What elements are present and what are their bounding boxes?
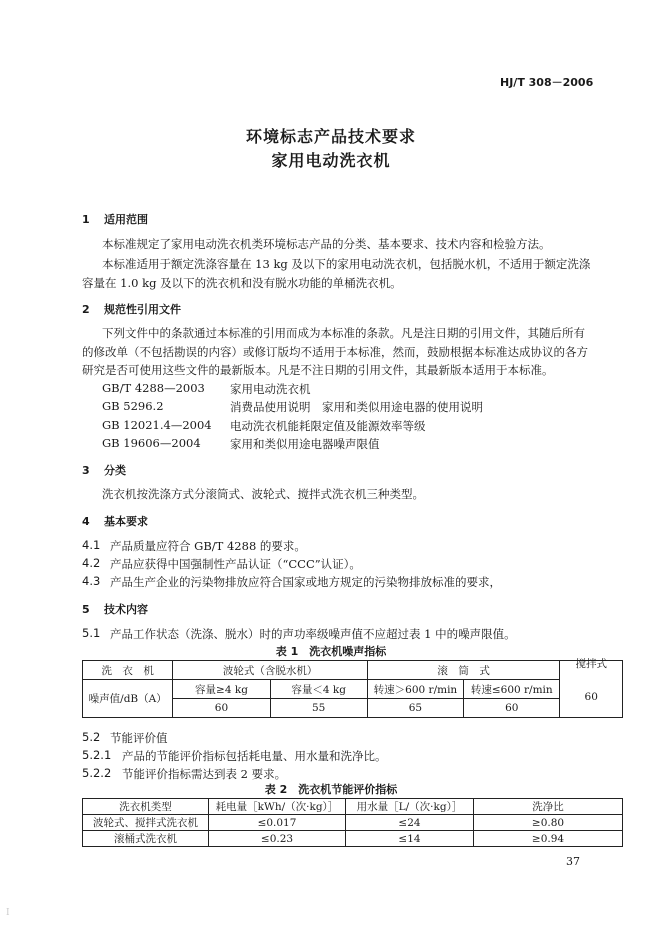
table-subheader: 转速≤600 r/min [464, 680, 560, 699]
table-cell: ≤14 [346, 831, 474, 847]
section-title: 适用范围 [104, 213, 148, 226]
clause-4-3-text: 产品生产企业的污染物排放应符合国家或地方规定的污染物排放标准的要求， [110, 575, 501, 589]
clause-5-2-text: 节能评价值 [110, 731, 168, 745]
table-cell: 65 [367, 699, 463, 718]
table-header: 洗净比 [474, 799, 623, 815]
paragraph: 研究是否可使用这些文件的最新版本。凡是不注日期的引用文件，其最新版本适用于本标准。 [82, 363, 554, 377]
clause-5-1-text: 产品工作状态（洗涤、脱水）时的声功率级噪声值不应超过表 1 中的噪声限值。 [110, 627, 516, 641]
section-1-heading [82, 211, 148, 227]
section-title: 分类 [104, 464, 126, 477]
section-title: 技术内容 [104, 603, 148, 616]
section-4-heading [82, 513, 148, 529]
clause-4-2-number: 4.2 [82, 556, 101, 570]
page-number: 37 [566, 855, 580, 868]
clause-4-1-text: 产品质量应符合 GB/T 4288 的要求。 [110, 539, 306, 553]
table-cell: 60 [464, 699, 560, 718]
paragraph: 容量在 1.0 kg 及以下的洗衣机和没有脱水功能的单桶洗衣机。 [82, 276, 402, 290]
clause-4-1-number: 4.1 [82, 538, 101, 552]
table-row [83, 831, 623, 847]
paragraph: 下列文件中的条款通过本标准的引用而成为本标准的条款。凡是注日期的引用文件，其随后所有 [102, 326, 585, 340]
paragraph: 本标准适用于额定洗涤容量在 13 kg 及以下的家用电动洗衣机，包括脱水机，不适用于额定洗涤 [102, 257, 591, 271]
document-subtitle: 家用电动洗衣机 [271, 151, 391, 170]
table-cell: 滚桶式洗衣机 [83, 831, 209, 847]
table-row-label: 噪声值/dB（A） [83, 680, 173, 718]
table-header: 耗电量［kWh/（次·kg）］ [209, 799, 346, 815]
reference-title: 家用和类似用途电器噪声限值 [230, 437, 380, 451]
section-number: 1 [82, 213, 90, 226]
table-row [83, 815, 623, 831]
section-title: 基本要求 [104, 515, 148, 528]
table-cell: ≤24 [346, 815, 474, 831]
clause-5-2-2-text: 节能评价指标需达到表 2 要求。 [122, 767, 287, 781]
reference-code: GB 19606—2004 [102, 436, 201, 450]
table-cell: ≥0.94 [474, 831, 623, 847]
reference-title: 家用电动洗衣机 [230, 382, 311, 396]
margin-mark: I [6, 908, 10, 918]
noise-limit-table [82, 657, 623, 718]
section-number: 2 [82, 303, 90, 316]
table-1-caption: 表 1 洗衣机噪声指标 [275, 645, 387, 658]
reference-code: GB/T 4288—2003 [102, 381, 205, 395]
section-3-heading [82, 462, 126, 478]
section-5-heading [82, 601, 148, 617]
table-cell: 波轮式、搅拌式洗衣机 [83, 815, 209, 831]
section-number: 5 [82, 603, 90, 616]
reference-code: GB 12021.4—2004 [102, 418, 212, 432]
table-cell: 55 [270, 699, 367, 718]
section-title: 规范性引用文件 [104, 303, 181, 316]
agitator-header: 搅拌式 [575, 657, 607, 670]
section-number: 3 [82, 464, 90, 477]
table-cell: ≤0.23 [209, 831, 346, 847]
table-subheader: 容量＜4 kg [270, 680, 367, 699]
reference-code: GB 5296.2 [102, 399, 164, 413]
paragraph: 洗衣机按洗涤方式分滚筒式、波轮式、搅拌式洗衣机三种类型。 [102, 487, 424, 501]
table-header [560, 657, 623, 718]
table-header: 洗衣机类型 [83, 799, 209, 815]
table-subheader: 容量≥4 kg [173, 680, 270, 699]
reference-title: 消费品使用说明 家用和类似用途电器的使用说明 [230, 400, 483, 414]
section-2-heading [82, 301, 181, 317]
table-2-caption: 表 2 洗衣机节能评价指标 [264, 783, 398, 796]
table-header: 滚 筒 式 [367, 661, 560, 680]
table-cell: ≤0.017 [209, 815, 346, 831]
document-title: 环境标志产品技术要求 [245, 127, 416, 146]
table-header: 洗 衣 机 [83, 661, 173, 680]
table-cell: 60 [584, 690, 598, 703]
paragraph: 的修改单（不包括勘误的内容）或修订版均不适用于本标准，然而，鼓励根据本标准达成协议的各方 [82, 345, 588, 359]
paragraph: 本标准规定了家用电动洗衣机类环境标志产品的分类、基本要求、技术内容和检验方法。 [102, 237, 551, 251]
clause-4-2-text: 产品应获得中国强制性产品认证（“CCC”认证）。 [110, 557, 361, 571]
clause-5-2-2-number: 5.2.2 [82, 766, 112, 780]
standard-code: HJ/T 308－2006 [500, 76, 594, 89]
table-subheader: 转速＞600 r/min [367, 680, 463, 699]
clause-5-2-number: 5.2 [82, 730, 101, 744]
reference-title: 电动洗衣机能耗限定值及能源效率等级 [230, 419, 426, 433]
table-cell: ≥0.80 [474, 815, 623, 831]
table-cell: 60 [173, 699, 270, 718]
clause-5-2-1-text: 产品的节能评价指标包括耗电量、用水量和洗净比。 [122, 749, 387, 763]
table-header: 波轮式（含脱水机） [173, 661, 367, 680]
energy-saving-table [82, 798, 623, 847]
clause-4-3-number: 4.3 [82, 574, 101, 588]
table-header: 用水量［L/（次·kg）］ [346, 799, 474, 815]
section-number: 4 [82, 515, 90, 528]
clause-5-2-1-number: 5.2.1 [82, 748, 112, 762]
clause-5-1-number: 5.1 [82, 626, 101, 640]
